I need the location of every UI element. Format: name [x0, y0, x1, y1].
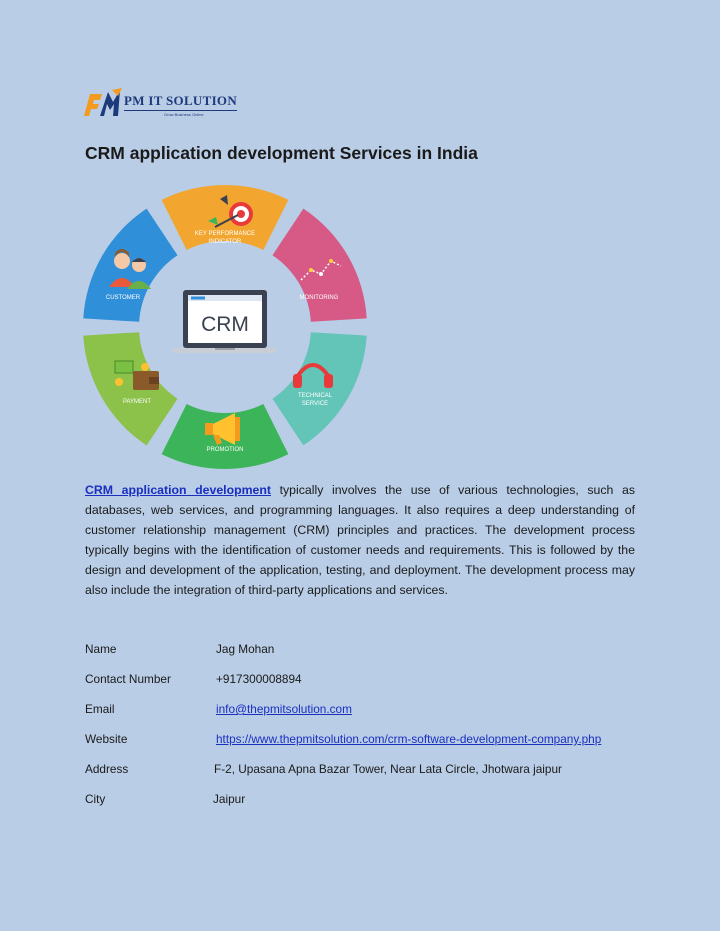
logo-tagline: Grow Business Online — [164, 112, 204, 117]
wheel-segment-label: INDICATOR — [208, 239, 242, 245]
wheel-segment — [272, 209, 366, 322]
description-text: typically involves the use of various technologies, such as databases, web services, and programming languages. It also requires a deep understanding of customer relationship management (CRM) principles and practices. The development process typically begins with the identification of customer needs and requirements. This is followed by the design and development of the application, testing, and deployment. The development process may also include the integration of third-party applications and services. — [85, 483, 635, 597]
pm-logo-icon — [82, 88, 126, 120]
wheel-segment-label: PAYMENT — [122, 399, 152, 405]
wheel-segment — [83, 209, 177, 322]
contact-row-city — [85, 792, 645, 822]
email-label: Email — [85, 702, 115, 716]
contact-row-email — [85, 702, 645, 732]
name-value: Jag Mohan — [216, 642, 275, 656]
crm-development-link[interactable]: CRM application development — [85, 483, 271, 497]
company-logo — [82, 88, 242, 122]
contact-row-name — [85, 642, 645, 672]
contact-info — [85, 642, 645, 822]
wheel-segment — [83, 332, 177, 445]
contact-row-phone — [85, 672, 645, 702]
city-label: City — [85, 792, 106, 806]
crm-center-label: CRM — [201, 313, 249, 336]
description-paragraph — [85, 480, 635, 600]
city-value: Jaipur — [213, 792, 246, 806]
contact-row-address — [85, 762, 645, 792]
phone-label: Contact Number — [85, 672, 171, 686]
wheel-segment-label: SERVICE — [301, 401, 329, 407]
address-value: F-2, Upasana Apna Bazar Tower, Near Lata Circle, Jhotwara jaipur — [214, 762, 562, 776]
website-label: Website — [85, 732, 128, 746]
wheel-segment — [272, 332, 366, 445]
phone-value: +917300008894 — [216, 672, 302, 686]
website-link[interactable]: https://www.thepmitsolution.com/crm-software-development-company.php — [216, 732, 602, 746]
wheel-segment-label: KEY PERFORMANCE — [194, 231, 256, 237]
wheel-segment-label: TECHNICAL — [297, 393, 333, 399]
page-title: CRM application development Services in India — [85, 143, 478, 163]
address-label: Address — [85, 762, 129, 776]
name-label: Name — [85, 642, 117, 656]
contact-row-website — [85, 732, 645, 762]
email-link[interactable]: info@thepmitsolution.com — [216, 702, 352, 716]
crm-wheel-diagram — [75, 177, 375, 477]
wheel-segment-label: PROMOTION — [206, 447, 244, 453]
logo-text: PM IT SOLUTION — [124, 93, 237, 111]
wheel-segment-label: MONITORING — [299, 295, 339, 301]
wheel-segment-label: CUSTOMER — [105, 295, 141, 301]
